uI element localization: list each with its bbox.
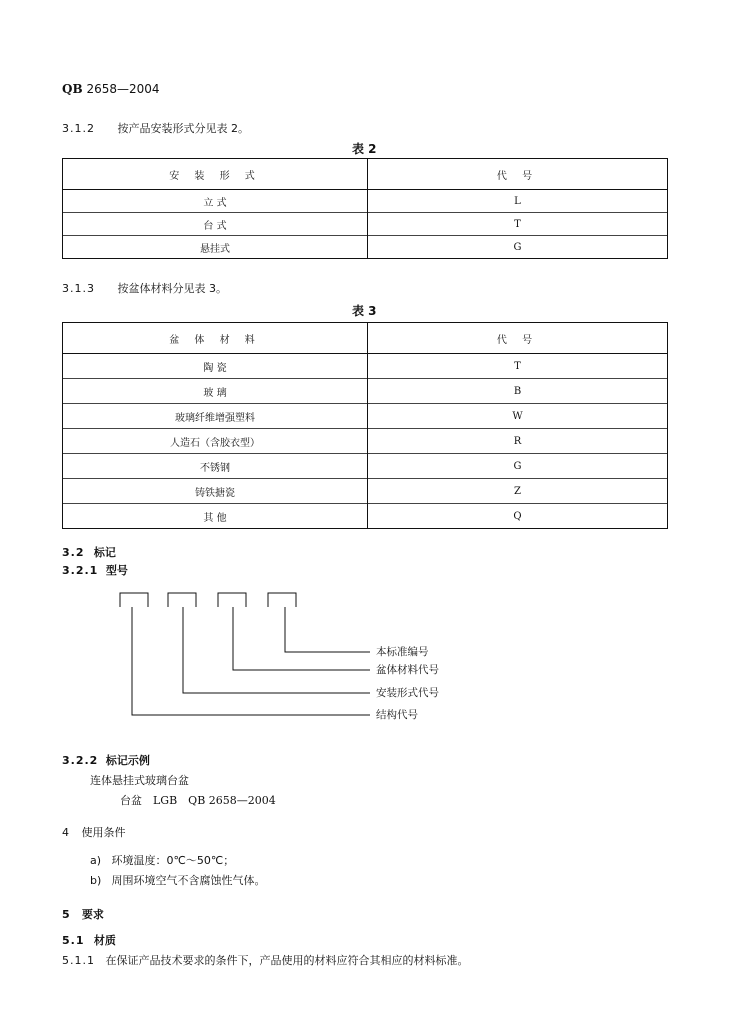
table-cell-code: G: [368, 236, 668, 259]
section-title: 使用条件: [81, 826, 126, 839]
table-header-cell: 代 号: [368, 159, 668, 190]
table-cell-form: 立 式: [63, 190, 368, 213]
table2: [62, 158, 668, 259]
leader-line-install: [183, 607, 370, 693]
table-header-row: [63, 323, 668, 354]
table-cell-material: 玻璃纤维增强塑料: [63, 404, 368, 429]
table-cell-code: L: [368, 190, 668, 213]
table-cell-code: T: [368, 354, 668, 379]
table-cell-form: 悬挂式: [63, 236, 368, 259]
table-cell-form: 台 式: [63, 213, 368, 236]
table-cell-code: Q: [368, 504, 668, 529]
clause-text: 在保证产品技术要求的条件下，产品使用的材料应符合其相应的材料标准。: [105, 954, 469, 967]
table-header-cell: 盆 体 材 料: [63, 323, 368, 354]
table-row: [63, 429, 668, 454]
diagram-label-material-code: 盆体材料代号: [376, 664, 439, 676]
section-title: 要求: [81, 908, 104, 921]
section-title: 材质: [93, 934, 116, 947]
section-number: 4: [62, 826, 70, 839]
table-cell-material: 其 他: [63, 504, 368, 529]
table-row: [63, 213, 668, 236]
clause-3-1-3: [62, 280, 227, 296]
table-cell-code: Z: [368, 479, 668, 504]
section-3-2-1: [62, 562, 128, 578]
clause-5-1-1: [62, 952, 469, 968]
section-number: 3.2: [62, 546, 85, 559]
table2-title: 表 2: [352, 142, 377, 156]
table-row: [63, 454, 668, 479]
diagram-label-standard-number: 本标准编号: [376, 646, 429, 658]
table-header-cell: 安 装 形 式: [63, 159, 368, 190]
model-code-diagram: [110, 585, 370, 735]
section-5-1: [62, 932, 116, 948]
table-cell-code: T: [368, 213, 668, 236]
section-title: 标记示例: [105, 754, 150, 767]
standard-code-number: 2658—2004: [86, 82, 160, 96]
code-box-structure: [120, 593, 148, 607]
table-row: [63, 379, 668, 404]
leader-line-standard: [285, 607, 370, 652]
table-row: [63, 404, 668, 429]
list-item: [90, 852, 234, 868]
leader-line-material: [233, 607, 370, 670]
section-4: [62, 824, 126, 840]
table-row: [63, 236, 668, 259]
code-box-standard: [268, 593, 296, 607]
table-row: [63, 190, 668, 213]
table-cell-material: 不锈钢: [63, 454, 368, 479]
list-marker: a): [90, 854, 102, 867]
standard-code-prefix: QB: [62, 82, 83, 96]
list-item: [90, 872, 266, 888]
table-cell-code: B: [368, 379, 668, 404]
table-row: [63, 354, 668, 379]
marking-example-description: 连体悬挂式玻璃台盆: [90, 774, 189, 787]
clause-number: 3.1.3: [62, 282, 95, 295]
section-5: [62, 906, 104, 922]
table-header-cell: 代 号: [368, 323, 668, 354]
section-3-2-2: [62, 752, 150, 768]
section-title: 型号: [105, 564, 128, 577]
table-cell-code: R: [368, 429, 668, 454]
standard-code: [62, 82, 160, 96]
table-cell-code: G: [368, 454, 668, 479]
table-row: [63, 504, 668, 529]
code-box-material: [218, 593, 246, 607]
table-row: [63, 479, 668, 504]
table-cell-material: 人造石（含胶衣型）: [63, 429, 368, 454]
leader-line-structure: [132, 607, 370, 715]
table-header-row: [63, 159, 668, 190]
table3: [62, 322, 668, 529]
clause-number: 5.1.1: [62, 954, 95, 967]
clause-text: 按产品安装形式分见表 2。: [117, 122, 249, 135]
section-3-2: [62, 544, 116, 560]
table3-title: 表 3: [352, 304, 377, 318]
clause-number: 3.1.2: [62, 122, 95, 135]
section-number: 3.2.1: [62, 564, 99, 577]
clause-text: 按盆体材料分见表 3。: [117, 282, 227, 295]
section-number: 5.1: [62, 934, 85, 947]
diagram-label-install-code: 安装形式代号: [376, 687, 439, 699]
table-cell-material: 陶 瓷: [63, 354, 368, 379]
list-text: 周围环境空气不含腐蚀性气体。: [111, 874, 266, 887]
clause-3-1-2: [62, 120, 249, 136]
section-number: 3.2.2: [62, 754, 99, 767]
table-cell-material: 玻 璃: [63, 379, 368, 404]
list-marker: b): [90, 874, 102, 887]
table-cell-code: W: [368, 404, 668, 429]
section-number: 5: [62, 908, 71, 921]
table-cell-material: 铸铁搪瓷: [63, 479, 368, 504]
marking-example: 台盆 LGB QB 2658—2004: [120, 794, 276, 807]
diagram-label-structure-code: 结构代号: [376, 709, 418, 721]
list-text: 环境温度：0℃～50℃；: [111, 854, 235, 867]
code-box-install: [168, 593, 196, 607]
section-title: 标记: [93, 546, 116, 559]
